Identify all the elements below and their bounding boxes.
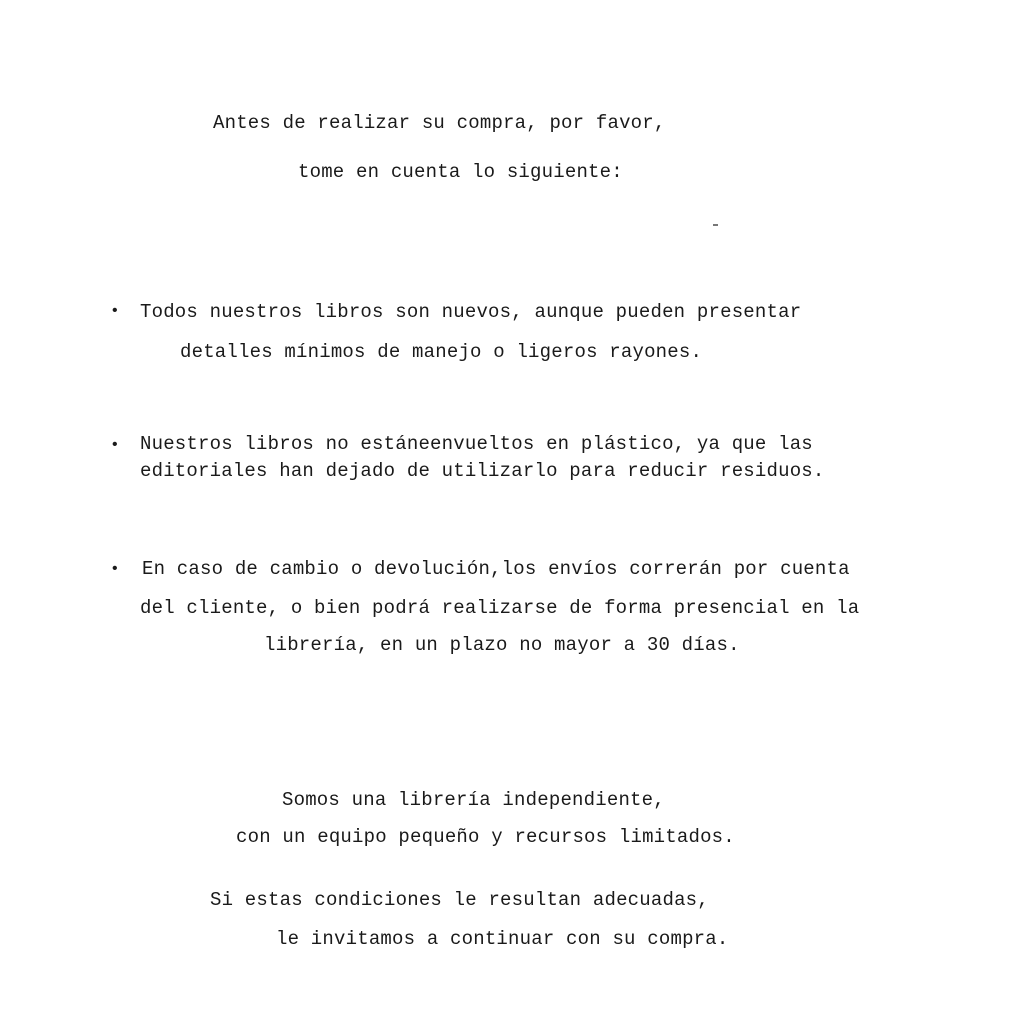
ink-speck bbox=[713, 224, 718, 226]
item-3-line-3: librería, en un plazo no mayor a 30 días. bbox=[264, 634, 740, 656]
item-1-line-2: detalles mínimos de manejo o ligeros rayones. bbox=[180, 341, 703, 363]
item-3-line-1: En caso de cambio o devolución,los envíos correrán por cuenta bbox=[142, 558, 850, 580]
closing-para-2-line-1: Si estas condiciones le resultan adecuadas, bbox=[210, 889, 709, 911]
bullet-icon: • bbox=[110, 436, 120, 454]
bullet-icon: • bbox=[110, 302, 120, 320]
closing-para-1-line-2: con un equipo pequeño y recursos limitados. bbox=[236, 826, 735, 848]
bullet-icon: • bbox=[110, 560, 120, 578]
item-3-line-2: del cliente, o bien podrá realizarse de forma presencial en la bbox=[140, 597, 860, 619]
intro-line-2: tome en cuenta lo siguiente: bbox=[298, 161, 623, 183]
closing-para-2-line-2: le invitamos a continuar con su compra. bbox=[276, 928, 729, 950]
item-2-line-1: Nuestros libros no estáneenvueltos en plástico, ya que las bbox=[140, 433, 813, 455]
closing-para-1-line-1: Somos una librería independiente, bbox=[282, 789, 665, 811]
intro-line-1: Antes de realizar su compra, por favor, bbox=[213, 112, 666, 134]
item-2-line-2: editoriales han dejado de utilizarlo para reducir residuos. bbox=[140, 460, 825, 482]
item-1-line-1: Todos nuestros libros son nuevos, aunque pueden presentar bbox=[140, 301, 802, 323]
